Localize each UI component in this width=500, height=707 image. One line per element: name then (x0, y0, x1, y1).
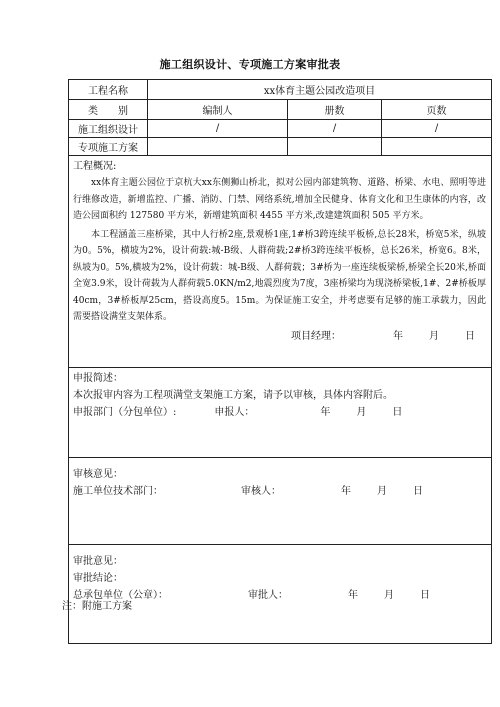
date-day: 日 (392, 407, 403, 418)
overview-heading: 工程概况: (73, 161, 117, 172)
date-month: 月 (356, 407, 367, 418)
footnote: 注：附施工方案 (62, 601, 132, 612)
date-month: 月 (377, 486, 387, 497)
document-title: 施工组织设计、专项施工方案审批表 (159, 58, 341, 71)
report-text: 本次报审内容为工程项满堂支架施工方案，请予以审核，具体内容附后。 (73, 390, 393, 401)
date-month: 月 (384, 590, 394, 601)
row-pages (382, 138, 492, 156)
review-dept-label: 施工单位技术部门： (73, 486, 163, 497)
review-person-label: 审核人： (241, 486, 281, 497)
overview-paragraph-2: 本工程涵盖三座桥梁，其中人行桥2座,景观桥1座,1#桥3跨连续平板桥,总长28米，桥宽5米，纵坡为0。5%，横坡为2%，设计荷载:城-B级、人群荷载;2#桥3跨连续平板桥，总长26米，桥宽6。8米，纵坡为0。5%,横坡为2%，设计荷载：城-B级、人群荷载；3#桥为一座连续板梁桥,桥梁全长20米,桥面全宽3.9米，设计荷载为人群荷载5.0KN/m2,地震烈度为7度，3座桥梁均为现浇桥梁板,1#、2#桥板厚40cm，3#桥板厚25cm，搭设高度5。15m。为保证施工安全，并考虑要有足够的施工承载力，因此需要搭设满堂支架体系。 (73, 229, 487, 322)
review-heading: 审核意见： (73, 469, 123, 480)
project-name-value: xx体育主题公园改造项目 (148, 80, 492, 100)
report-section (69, 368, 492, 458)
approval-section (69, 545, 492, 644)
date-day: 日 (465, 330, 475, 342)
row-label-construction-design: 施工组织设计 (69, 120, 148, 138)
pages-header: 页数 (382, 100, 492, 120)
row-preparer: / (148, 120, 288, 138)
report-dept-label: 申报部门（分包单位）: (73, 407, 177, 418)
approval-form-table (68, 79, 492, 644)
date-year: 年 (320, 407, 331, 418)
date-day: 日 (420, 590, 430, 601)
table-row (69, 138, 492, 156)
date-day: 日 (413, 486, 423, 497)
overview-section (69, 156, 492, 368)
date-year: 年 (393, 330, 403, 342)
row-pages: / (382, 120, 492, 138)
row-label-special-plan: 专项施工方案 (69, 138, 148, 156)
approval-conclusion-label: 审批结论： (73, 573, 123, 584)
table-row (69, 120, 492, 138)
category-header: 类 别 (69, 100, 148, 120)
header-row (69, 100, 492, 120)
row-preparer (148, 138, 288, 156)
row-copies: / (288, 120, 382, 138)
project-name-label: 工程名称 (69, 80, 148, 100)
overview-sign-line (73, 328, 486, 345)
approval-heading: 审批意见： (73, 556, 123, 567)
overview-paragraph-1: xx体育主题公园位于京杭大xx东侧狮山桥北，拟对公园内部建筑物、道路、桥梁、水电、照明等进行维修改造，新增监控、广播、消防、门禁、网络系统,增加全民健身、体育文化和卫生康体的内容，改造公园面积约 127580 平方米，新增建筑面积 4455 平方米,改建建筑面积 505 平方米。 (73, 178, 487, 221)
report-person-label: 申报人： (214, 407, 255, 418)
copies-header: 册数 (288, 100, 382, 120)
row-copies (288, 138, 382, 156)
approval-sign-line (73, 587, 486, 604)
approval-person-label: 审批人： (248, 590, 288, 601)
report-heading: 申报简述： (73, 373, 123, 384)
date-year: 年 (348, 590, 358, 601)
approval-dept-label: 总承包单位（公章）： (73, 590, 168, 601)
preparer-header: 编制人 (148, 100, 288, 120)
date-year: 年 (341, 486, 351, 497)
review-sign-line (73, 483, 486, 500)
review-section (69, 458, 492, 545)
date-month: 月 (429, 330, 439, 342)
report-sign-line (73, 404, 486, 421)
project-name-row (69, 80, 492, 100)
project-manager-label: 项目经理： (291, 330, 341, 342)
